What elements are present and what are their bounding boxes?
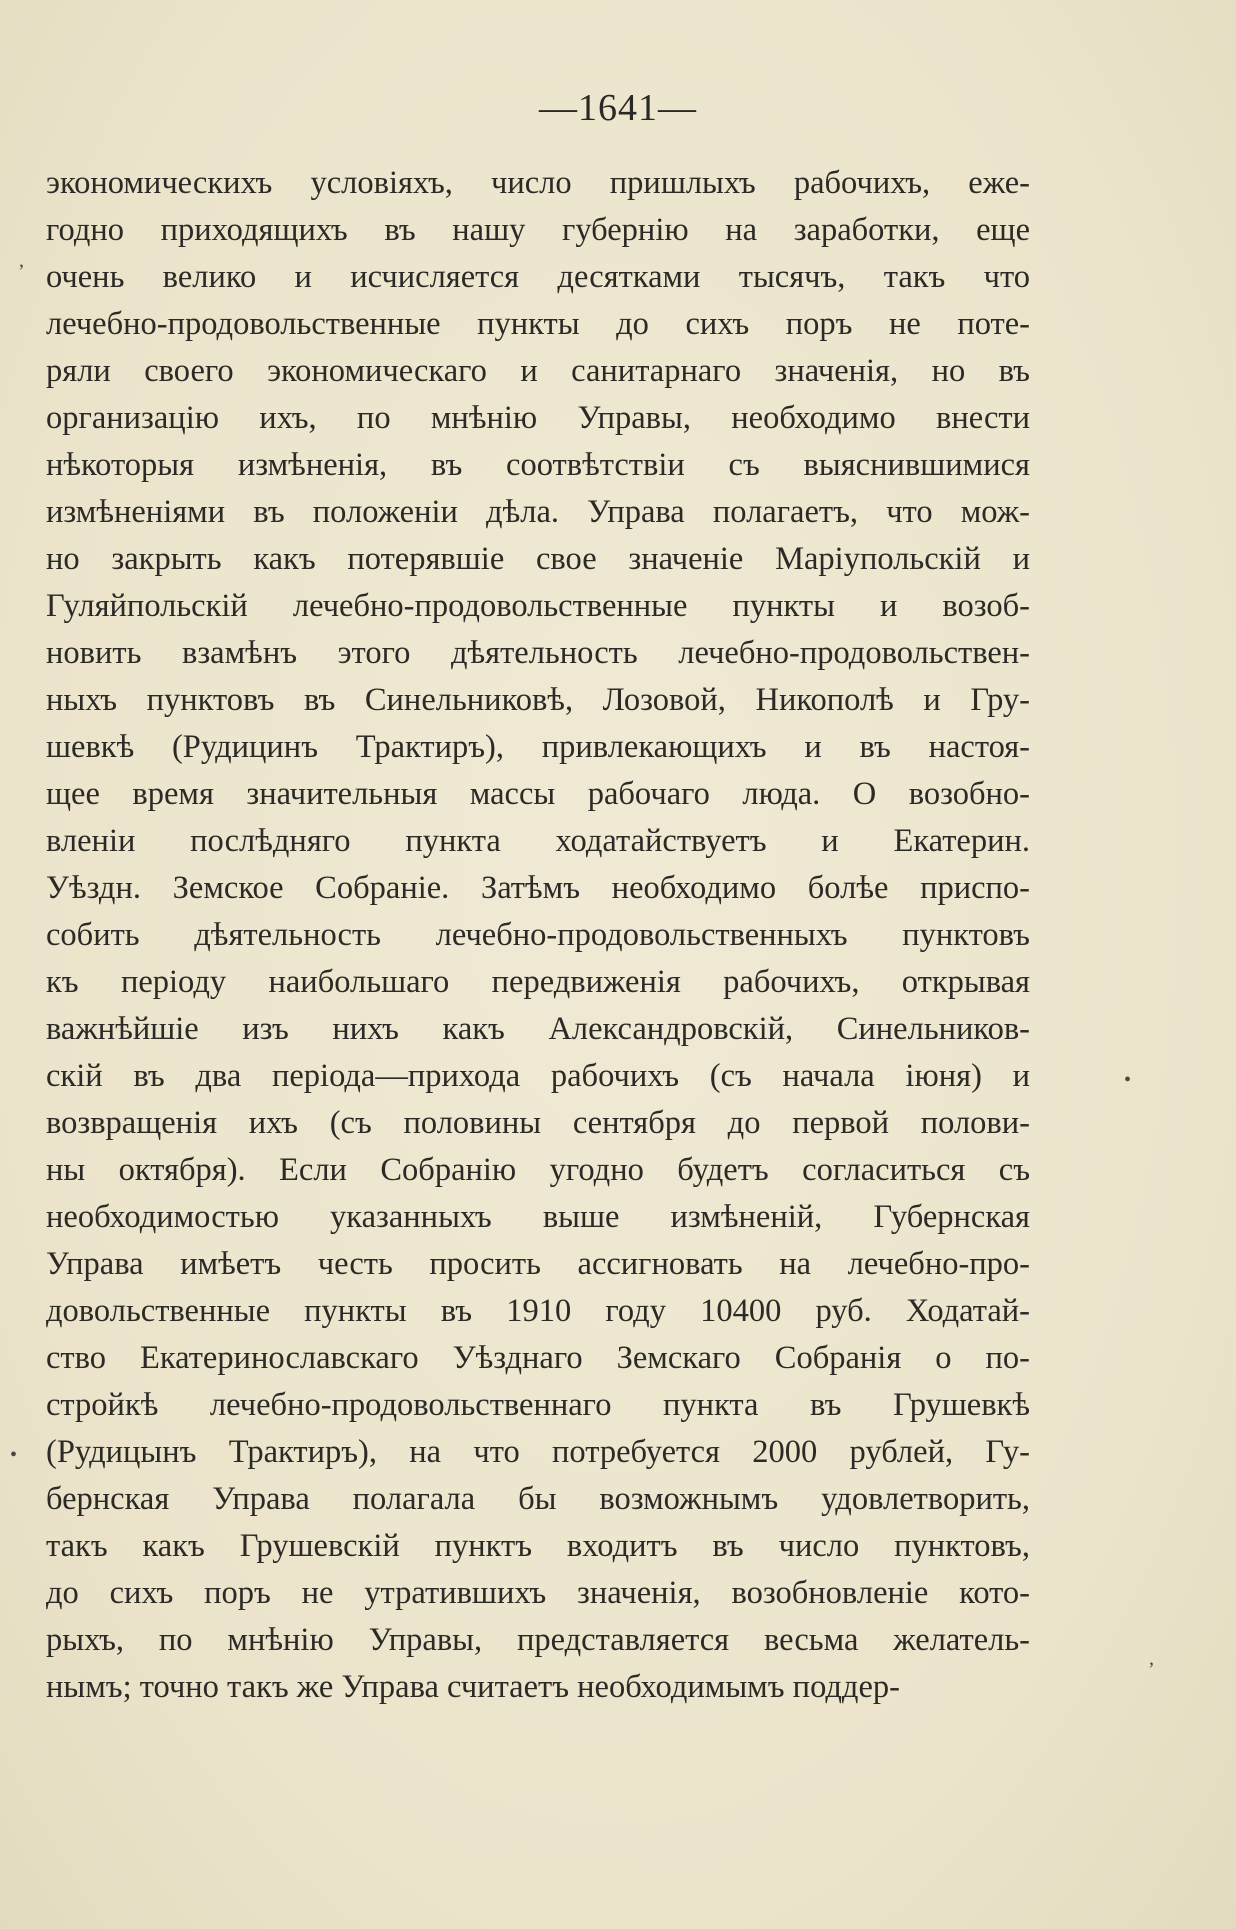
text-line: необходимостью указанныхъ выше измѣненій, Губернская [46,1199,1030,1235]
scan-speck: ʼ [18,261,25,283]
text-line: нымъ; точно такъ же Управа считаетъ необходимымъ поддер- [46,1669,900,1705]
body-text [46,160,1030,1711]
text-line: очень велико и исчисляется десятками тысячъ, такъ что [46,259,1030,295]
text-line: рыхъ, по мнѣнію Управы, представляется весьма желатель- [46,1622,1030,1658]
text-line: щее время значительныя массы рабочаго люда. О возобно- [46,776,1030,812]
text-line: собить дѣятельность лечебно-продовольственныхъ пунктовъ [46,917,1030,953]
text-line: вленіи послѣдняго пункта ходатайствуетъ и Екатерин. [46,823,1030,859]
text-line: скій въ два періода—прихода рабочихъ (съ начала іюня) и [46,1058,1030,1094]
scan-speck: • [1124,1069,1132,1091]
text-line: экономическихъ условіяхъ, число пришлыхъ рабочихъ, еже- [46,165,1030,201]
text-line: довольственные пункты въ 1910 году 10400 руб. Ходатай- [46,1293,1030,1329]
text-line: нѣкоторыя измѣненія, въ соотвѣтствіи съ выяснившимися [46,447,1030,483]
text-line: лечебно-продовольственные пункты до сихъ поръ не поте- [46,306,1030,342]
text-line: ряли своего экономическаго и санитарнаго значенія, но въ [46,353,1030,389]
text-line: новить взамѣнъ этого дѣятельность лечебно-продовольствен- [46,635,1030,671]
text-line: стройкѣ лечебно-продовольственнаго пункта въ Грушевкѣ [46,1387,1030,1423]
text-line: Управа имѣетъ честь просить ассигновать на лечебно-про- [46,1246,1030,1282]
scan-speck: ʼ [1148,1659,1155,1681]
text-line: ство Екатеринославскаго Уѣзднаго Земскаго Собранія о по- [46,1340,1030,1376]
text-line: возвращенія ихъ (съ половины сентября до первой полови- [46,1105,1030,1141]
text-line: Уѣздн. Земское Собраніе. Затѣмъ необходимо болѣе приспо- [46,870,1030,906]
text-line: Гуляйпольскій лечебно-продовольственные пункты и возоб- [46,588,1030,624]
text-line: къ періоду наибольшаго передвиженія рабочихъ, открывая [46,964,1030,1000]
text-line: бернская Управа полагала бы возможнымъ удовлетворить, [46,1481,1030,1517]
text-line: организацію ихъ, по мнѣнію Управы, необходимо внести [46,400,1030,436]
text-line: но закрыть какъ потерявшіе свое значеніе Маріупольскій и [46,541,1030,577]
text-line: измѣненіями въ положеніи дѣла. Управа полагаетъ, что мож- [46,494,1030,530]
text-line: такъ какъ Грушевскій пунктъ входитъ въ число пунктовъ, [46,1528,1030,1564]
scan-speck: • [10,1444,18,1466]
text-line: (Рудицынъ Трактиръ), на что потребуется 2000 рублей, Гу- [46,1434,1030,1470]
page-number: —1641— [539,87,697,129]
text-line: ныхъ пунктовъ въ Синельниковѣ, Лозовой, Никополѣ и Гру- [46,682,1030,718]
text-line: шевкѣ (Рудицинъ Трактиръ), привлекающихъ и въ настоя- [46,729,1030,765]
text-line: ны октября). Если Собранію угодно будетъ согласиться съ [46,1152,1030,1188]
text-line: до сихъ поръ не утратившихъ значенія, возобновленіе кото- [46,1575,1030,1611]
text-line: важнѣйшіе изъ нихъ какъ Александровскій, Синельников- [46,1011,1030,1047]
text-line: годно приходящихъ въ нашу губернію на заработки, еще [46,212,1030,248]
